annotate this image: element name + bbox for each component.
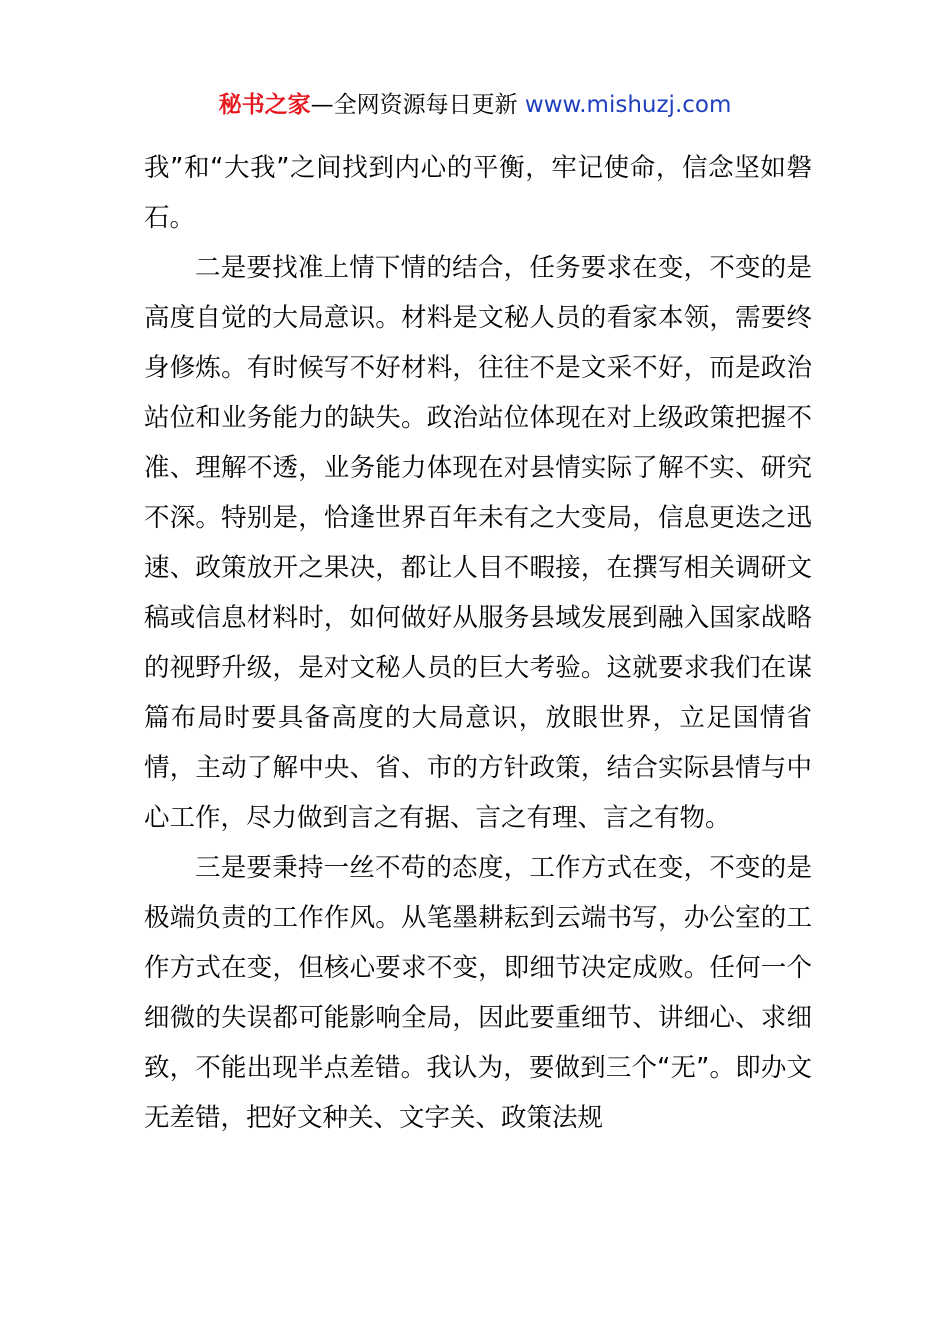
paragraph-second-point: 二是要找准上情下情的结合，任务要求在变，不变的是高度自觉的大局意识。材料是文秘人员的看家本领，需要终身修炼。有时候写不好材料，往往不是文采不好，而是政治站位和业务能力的缺失。政治站位体现在对上级政策把握不准、理解不透，业务能力体现在对县情实际了解不实、研究不深。特别是，恰逢世界百年未有之大变局，信息更迭之迅速、政策放开之果决，都让人目不暇接，在撰写相关调研文稿或信息材料时，如何做好从服务县域发展到融入国家战略的视野升级，是对文秘人员的巨大考验。这就要求我们在谋篇布局时要具备高度的大局意识，放眼世界，立足国情省情，主动了解中央、省、市的方针政策，结合实际县情与中心工作，尽力做到言之有据、言之有理、言之有物。	[144, 253, 812, 833]
paragraph-third-point: 三是要秉持一丝不苟的态度，工作方式在变，不变的是极端负责的工作作风。从笔墨耕耘到云端书写，办公室的工作方式在变，但核心要求不变，即细节决定成败。任何一个细微的失误都可能影响全局，因此要重细节、讲细心、求细致，不能出现半点差错。我认为，要做到三个“无”。即办文无差错，把好文种关、文字关、政策法规	[144, 853, 812, 1133]
brand-name: 秘书之家	[218, 92, 311, 118]
document-body	[144, 143, 812, 1143]
page-header	[0, 88, 950, 122]
paragraph-continued: 我”和“大我”之间找到内心的平衡，牢记使命，信念坚如磐石。	[144, 153, 812, 233]
header-url: www.mishuzj.com	[524, 92, 732, 118]
header-slogan: —全网资源每日更新	[310, 92, 525, 118]
